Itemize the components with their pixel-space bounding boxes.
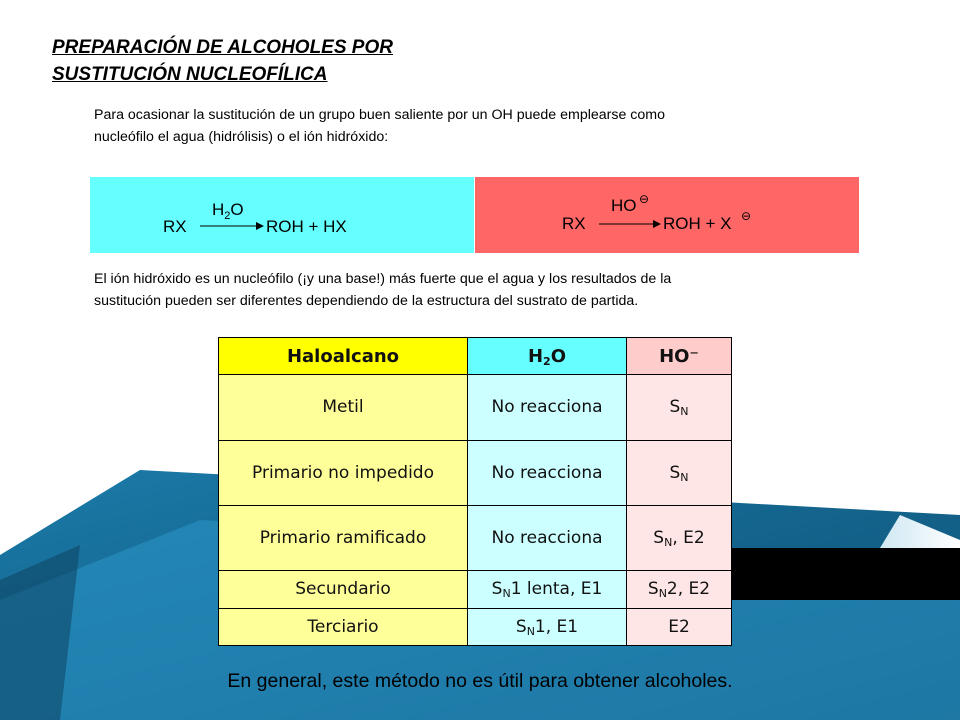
table-row xyxy=(219,506,732,571)
negative-charge-icon: ⊖ xyxy=(741,209,752,223)
intro-paragraph xyxy=(94,104,665,148)
explanation-line-2: sustitución pueden ser diferentes dependiendo de la estructura del sustrato de partida. xyxy=(94,293,639,309)
reactant-rx: RX xyxy=(562,214,586,233)
hydroxide-cell: $S_N$ xyxy=(627,441,732,506)
intro-line-2: nucleófilo el agua (hidrólisis) o el ión hidróxido: xyxy=(94,129,389,145)
intro-line-1: Para ocasionar la sustitución de un grupo buen saliente por un OH puede emplearse como xyxy=(94,107,666,123)
reagent-hydroxide: HO xyxy=(611,196,637,215)
reaction-panel-hydroxide xyxy=(475,177,859,253)
table-header-row xyxy=(219,338,732,375)
header-haloalcano: Haloalcano xyxy=(219,338,468,375)
reactant-rx: RX xyxy=(163,217,187,236)
footer-conclusion: En general, este método no es útil para obtener alcoholes. xyxy=(227,670,733,692)
reagent-water: $H_2O$ xyxy=(212,200,244,222)
substrate-cell: Secundario xyxy=(219,571,468,609)
products-hydroxide: ROH + X xyxy=(663,214,732,233)
products-water: ROH + HX xyxy=(266,217,347,236)
table-row xyxy=(219,609,732,646)
explanation-line-1: El ión hidróxido es un nucleófilo (¡y una base!) más fuerte que el agua y los resultados de la xyxy=(94,271,672,287)
hydroxide-cell: $S_N$ xyxy=(627,375,732,441)
water-cell: No reacciona xyxy=(468,506,627,571)
substrate-cell: Primario ramificado xyxy=(219,506,468,571)
header-h2o: $H_2O$ xyxy=(468,338,627,375)
reaction-panel-water xyxy=(90,177,474,253)
substrate-cell: Terciario xyxy=(219,609,468,646)
page-title xyxy=(52,34,393,88)
cyan-panel-bg xyxy=(90,177,474,253)
reactivity-table xyxy=(218,337,732,646)
header-ho: HO⁻ xyxy=(627,338,732,375)
substrate-cell: Metil xyxy=(219,375,468,441)
substrate-cell: Primario no impedido xyxy=(219,441,468,506)
water-cell: No reacciona xyxy=(468,375,627,441)
title-line-2: SUSTITUCIÓN NUCLEOFÍLICA xyxy=(52,64,328,85)
hydroxide-cell: $S_N$, E2 xyxy=(627,506,732,571)
water-cell: No reacciona xyxy=(468,441,627,506)
explanation-paragraph xyxy=(94,268,671,312)
table-row xyxy=(219,571,732,609)
hydroxide-cell: E2 xyxy=(627,609,732,646)
table-row xyxy=(219,375,732,441)
black-band xyxy=(730,548,960,600)
hydroxide-cell: $S_N2$, E2 xyxy=(627,571,732,609)
title-line-1: PREPARACIÓN DE ALCOHOLES POR xyxy=(52,37,393,58)
water-cell: $S_N1$ lenta, E1 xyxy=(468,571,627,609)
water-cell: $S_N1$, E1 xyxy=(468,609,627,646)
table-row xyxy=(219,441,732,506)
negative-charge-icon: ⊖ xyxy=(639,192,650,206)
